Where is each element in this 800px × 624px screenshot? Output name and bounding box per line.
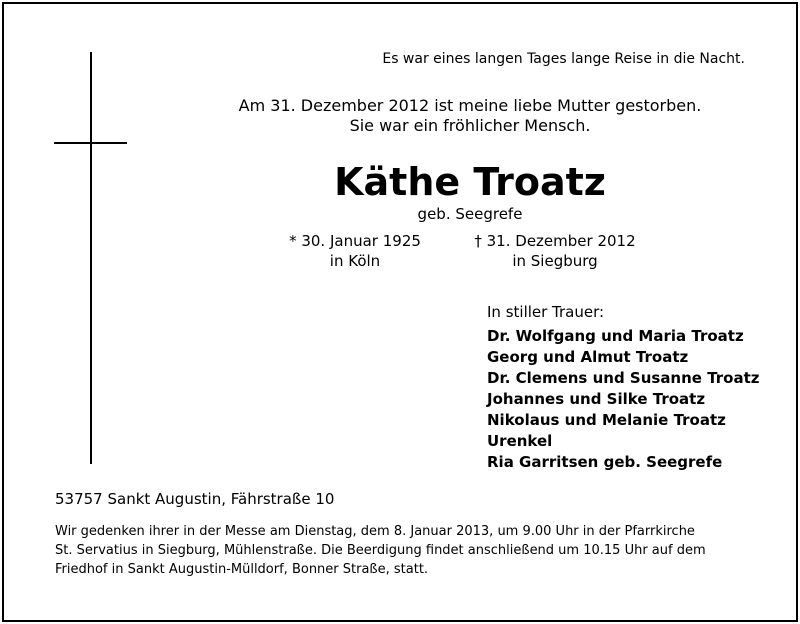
birth-info [270,231,440,271]
death-place: in Siegburg [512,252,598,270]
motto-quote: Es war eines langen Tages lange Reise in die Nacht. [382,51,745,67]
cross-horizontal-bar [54,142,127,144]
birth-date: * 30. Januar 1925 [289,232,421,250]
family-address: 53757 Sankt Augustin, Fährstraße 10 [55,490,335,508]
intro-line-2: Sie war ein fröhlicher Mensch. [349,116,591,135]
funeral-notice [55,522,755,579]
mourner-name: Johannes und Silke Troatz [487,390,706,408]
birth-place: in Köln [329,252,381,270]
funeral-notice-line-2: St. Servatius in Siegburg, Mühlenstraße. Die Beerdigung findet anschließend um 10.15 Uhr auf dem [55,543,706,558]
maiden-name: geb. Seegrefe [417,205,523,223]
mourner-name: Dr. Wolfgang und Maria Troatz [487,327,744,345]
mourning-heading: In stiller Trauer: [487,303,605,321]
cross-vertical-bar [90,52,92,464]
death-info [460,231,650,271]
funeral-notice-line-1: Wir gedenken ihrer in der Messe am Dienstag, dem 8. Januar 2013, um 9.00 Uhr in der Pfarrkirche [55,524,695,539]
mourner-name: Urenkel [487,432,553,450]
funeral-notice-line-3: Friedhof in Sankt Augustin-Mülldorf, Bonner Straße, statt. [55,562,429,577]
mourners-list [487,326,760,473]
mourner-name: Dr. Clemens und Susanne Troatz [487,369,760,387]
deceased-name: Käthe Troatz [334,160,606,204]
death-date: † 31. Dezember 2012 [474,232,636,250]
intro-line-1: Am 31. Dezember 2012 ist meine liebe Mutter gestorben. [238,96,702,115]
mourner-name: Ria Garritsen geb. Seegrefe [487,453,723,471]
mourner-name: Nikolaus und Melanie Troatz [487,411,726,429]
mourner-name: Georg und Almut Troatz [487,348,689,366]
